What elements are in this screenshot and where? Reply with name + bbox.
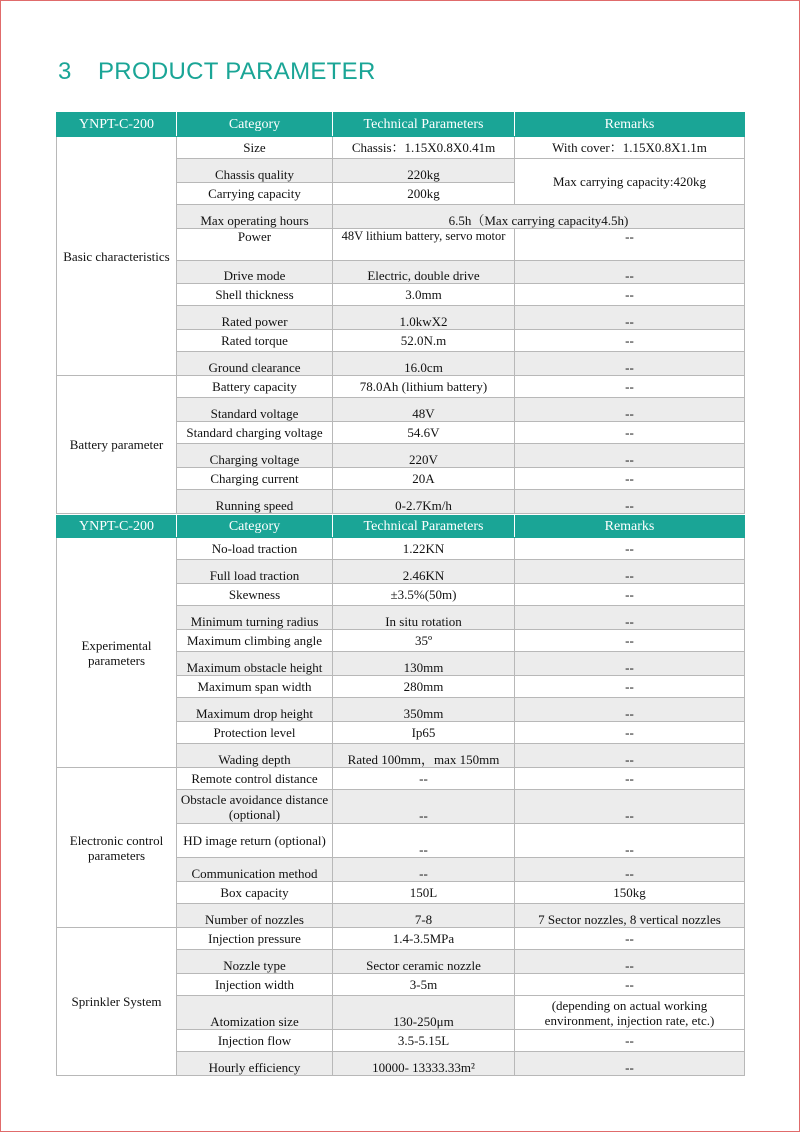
parameter-table-1	[56, 112, 745, 514]
param-value: 16.0cm	[333, 352, 515, 376]
param-value: --	[333, 790, 515, 824]
param-value: 20A	[333, 468, 515, 490]
param-name: Standard charging voltage	[177, 422, 333, 444]
group-basic-characteristics: Basic characteristics	[57, 137, 177, 376]
parameter-table-2	[56, 515, 745, 1076]
param-name: Power	[177, 229, 333, 261]
param-name: Injection width	[177, 974, 333, 996]
param-remark: --	[515, 974, 745, 996]
param-remark: --	[515, 928, 745, 950]
param-remark: --	[515, 768, 745, 790]
header-technical-parameters: Technical Parameters	[333, 113, 515, 137]
param-name: Minimum turning radius	[177, 606, 333, 630]
param-name: Chassis quality	[177, 159, 333, 183]
param-value: 220V	[333, 444, 515, 468]
param-name: Atomization size	[177, 996, 333, 1030]
param-remark: With cover：1.15X0.8X1.1m	[515, 137, 745, 159]
param-name: Obstacle avoidance distance (optional)	[177, 790, 333, 824]
param-name: Charging current	[177, 468, 333, 490]
param-name: Ground clearance	[177, 352, 333, 376]
param-remark: --	[515, 1030, 745, 1052]
param-name: Standard voltage	[177, 398, 333, 422]
param-remark: 7 Sector nozzles, 8 vertical nozzles	[515, 904, 745, 928]
param-value: Ip65	[333, 722, 515, 744]
param-value: 3-5m	[333, 974, 515, 996]
param-value: Chassis：1.15X0.8X0.41m	[333, 137, 515, 159]
param-remark: --	[515, 1052, 745, 1076]
param-value: 130-250μm	[333, 996, 515, 1030]
param-value: --	[333, 824, 515, 858]
param-name: Wading depth	[177, 744, 333, 768]
param-value: 7-8	[333, 904, 515, 928]
param-remark: --	[515, 652, 745, 676]
table-row	[57, 538, 745, 560]
param-value: 48V lithium battery, servo motor	[333, 229, 515, 261]
section-heading	[58, 58, 376, 86]
section-title: PRODUCT PARAMETER	[98, 58, 376, 85]
param-name: Carrying capacity	[177, 183, 333, 205]
table-header-row	[57, 516, 745, 538]
param-value: Rated 100mm，max 150mm	[333, 744, 515, 768]
param-value: 48V	[333, 398, 515, 422]
param-remark: --	[515, 444, 745, 468]
param-name: Full load traction	[177, 560, 333, 584]
param-name: Maximum climbing angle	[177, 630, 333, 652]
param-value: 3.5-5.15L	[333, 1030, 515, 1052]
param-value: 54.6V	[333, 422, 515, 444]
param-value: 3.0mm	[333, 284, 515, 306]
header-remarks: Remarks	[515, 113, 745, 137]
param-name: Hourly efficiency	[177, 1052, 333, 1076]
param-remark: --	[515, 744, 745, 768]
header-model: YNPT-C-200	[57, 516, 177, 538]
param-remark: --	[515, 790, 745, 824]
param-value: 280mm	[333, 676, 515, 698]
param-remark: --	[515, 468, 745, 490]
group-sprinkler-system: Sprinkler System	[57, 928, 177, 1076]
param-remark: --	[515, 306, 745, 330]
param-remark: --	[515, 376, 745, 398]
param-name: Communication method	[177, 858, 333, 882]
param-remark: --	[515, 698, 745, 722]
header-technical-parameters: Technical Parameters	[333, 516, 515, 538]
header-model: YNPT-C-200	[57, 113, 177, 137]
param-name: Battery capacity	[177, 376, 333, 398]
param-remark: --	[515, 560, 745, 584]
param-value: 35º	[333, 630, 515, 652]
param-remark: Max carrying capacity:420kg	[515, 159, 745, 205]
table-header-row	[57, 113, 745, 137]
section-number: 3	[58, 58, 72, 85]
table-row	[57, 376, 745, 398]
group-experimental-parameters: Experimental parameters	[57, 538, 177, 768]
param-name: Injection flow	[177, 1030, 333, 1052]
param-remark: --	[515, 538, 745, 560]
group-electronic-control-parameters: Electronic control parameters	[57, 768, 177, 928]
param-name: Number of nozzles	[177, 904, 333, 928]
param-remark: (depending on actual working environment, injection rate, etc.)	[515, 996, 745, 1030]
param-remark: --	[515, 398, 745, 422]
param-value: 2.46KN	[333, 560, 515, 584]
param-name: Nozzle type	[177, 950, 333, 974]
param-value: 10000- 13333.33m²	[333, 1052, 515, 1076]
param-remark: --	[515, 422, 745, 444]
param-name: Protection level	[177, 722, 333, 744]
header-category: Category	[177, 113, 333, 137]
param-remark: --	[515, 261, 745, 284]
param-remark: --	[515, 229, 745, 261]
param-value: 350mm	[333, 698, 515, 722]
param-value: 200kg	[333, 183, 515, 205]
param-value: In situ rotation	[333, 606, 515, 630]
param-value: 1.0kwX2	[333, 306, 515, 330]
param-value: 52.0N.m	[333, 330, 515, 352]
param-value: 1.4-3.5MPa	[333, 928, 515, 950]
param-value: Sector ceramic nozzle	[333, 950, 515, 974]
param-value: 220kg	[333, 159, 515, 183]
param-value: 130mm	[333, 652, 515, 676]
param-remark: --	[515, 584, 745, 606]
param-name: Drive mode	[177, 261, 333, 284]
param-name: Rated power	[177, 306, 333, 330]
group-battery-parameter: Battery parameter	[57, 376, 177, 514]
param-name: Size	[177, 137, 333, 159]
param-remark: --	[515, 676, 745, 698]
param-remark: --	[515, 630, 745, 652]
param-name: Running speed	[177, 490, 333, 514]
param-value: --	[333, 768, 515, 790]
param-value: 150L	[333, 882, 515, 904]
param-remark: --	[515, 330, 745, 352]
param-remark: 150kg	[515, 882, 745, 904]
param-remark: --	[515, 950, 745, 974]
param-remark: --	[515, 284, 745, 306]
param-value: ±3.5%(50m)	[333, 584, 515, 606]
header-remarks: Remarks	[515, 516, 745, 538]
param-name: Injection pressure	[177, 928, 333, 950]
param-value: 6.5h（Max carrying capacity4.5h)	[333, 205, 745, 229]
param-remark: --	[515, 352, 745, 376]
header-category: Category	[177, 516, 333, 538]
table-row	[57, 137, 745, 159]
param-name: Box capacity	[177, 882, 333, 904]
param-remark: --	[515, 606, 745, 630]
param-name: Skewness	[177, 584, 333, 606]
param-value: 78.0Ah (lithium battery)	[333, 376, 515, 398]
param-name: Max operating hours	[177, 205, 333, 229]
param-name: No-load traction	[177, 538, 333, 560]
table-row	[57, 928, 745, 950]
param-name: Shell thickness	[177, 284, 333, 306]
param-name: Maximum obstacle height	[177, 652, 333, 676]
param-remark: --	[515, 858, 745, 882]
param-value: 0-2.7Km/h	[333, 490, 515, 514]
param-remark: --	[515, 490, 745, 514]
param-name: Maximum drop height	[177, 698, 333, 722]
param-remark: --	[515, 722, 745, 744]
param-value: --	[333, 858, 515, 882]
param-name: HD image return (optional)	[177, 824, 333, 858]
table-row	[57, 768, 745, 790]
param-value: Electric, double drive	[333, 261, 515, 284]
param-name: Charging voltage	[177, 444, 333, 468]
param-name: Rated torque	[177, 330, 333, 352]
param-name: Maximum span width	[177, 676, 333, 698]
param-name: Remote control distance	[177, 768, 333, 790]
param-remark: --	[515, 824, 745, 858]
param-value: 1.22KN	[333, 538, 515, 560]
